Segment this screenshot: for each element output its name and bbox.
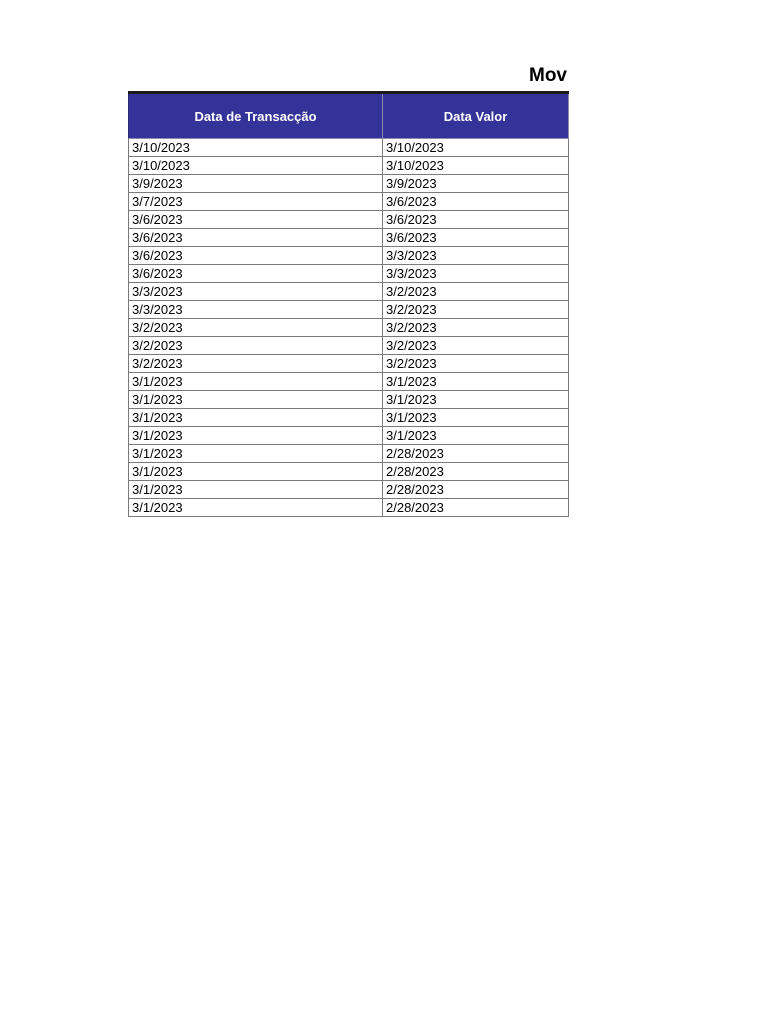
transaction-date-cell[interactable]: 3/1/2023	[129, 481, 383, 499]
column-header-transaction-date: Data de Transacção	[129, 93, 383, 139]
table-row	[129, 139, 569, 157]
table-row	[129, 463, 569, 481]
transaction-date-cell[interactable]: 3/1/2023	[129, 445, 383, 463]
value-date-cell[interactable]: 2/28/2023	[383, 463, 569, 481]
value-date-cell[interactable]: 3/6/2023	[383, 211, 569, 229]
table-row	[129, 283, 569, 301]
transaction-date-cell[interactable]: 3/1/2023	[129, 391, 383, 409]
document-title: Mov	[529, 65, 567, 86]
value-date-cell[interactable]: 3/2/2023	[383, 319, 569, 337]
table-row	[129, 373, 569, 391]
transaction-date-cell[interactable]: 3/7/2023	[129, 193, 383, 211]
value-date-cell[interactable]: 3/1/2023	[383, 373, 569, 391]
transaction-date-cell[interactable]: 3/2/2023	[129, 355, 383, 373]
table-row	[129, 445, 569, 463]
table-row	[129, 265, 569, 283]
value-date-cell[interactable]: 2/28/2023	[383, 445, 569, 463]
value-date-cell[interactable]: 3/9/2023	[383, 175, 569, 193]
transaction-date-cell[interactable]: 3/2/2023	[129, 319, 383, 337]
value-date-cell[interactable]: 2/28/2023	[383, 499, 569, 517]
value-date-cell[interactable]: 3/3/2023	[383, 265, 569, 283]
transaction-date-cell[interactable]: 3/3/2023	[129, 283, 383, 301]
value-date-cell[interactable]: 3/10/2023	[383, 139, 569, 157]
table-row	[129, 355, 569, 373]
transaction-date-cell[interactable]: 3/6/2023	[129, 229, 383, 247]
value-date-cell[interactable]: 2/28/2023	[383, 481, 569, 499]
table-row	[129, 247, 569, 265]
table-row	[129, 427, 569, 445]
table-row	[129, 175, 569, 193]
table-row	[129, 157, 569, 175]
table-row	[129, 319, 569, 337]
table-row	[129, 337, 569, 355]
transaction-date-cell[interactable]: 3/6/2023	[129, 265, 383, 283]
table-row	[129, 481, 569, 499]
transaction-date-cell[interactable]: 3/2/2023	[129, 337, 383, 355]
table-row	[129, 193, 569, 211]
transaction-date-cell[interactable]: 3/6/2023	[129, 247, 383, 265]
transactions-table	[128, 91, 569, 517]
value-date-cell[interactable]: 3/6/2023	[383, 229, 569, 247]
value-date-cell[interactable]: 3/3/2023	[383, 247, 569, 265]
table-row	[129, 499, 569, 517]
transaction-date-cell[interactable]: 3/10/2023	[129, 157, 383, 175]
value-date-cell[interactable]: 3/1/2023	[383, 391, 569, 409]
transaction-date-cell[interactable]: 3/9/2023	[129, 175, 383, 193]
value-date-cell[interactable]: 3/2/2023	[383, 355, 569, 373]
transaction-date-cell[interactable]: 3/3/2023	[129, 301, 383, 319]
value-date-cell[interactable]: 3/2/2023	[383, 283, 569, 301]
table-row	[129, 409, 569, 427]
value-date-cell[interactable]: 3/10/2023	[383, 157, 569, 175]
value-date-cell[interactable]: 3/2/2023	[383, 301, 569, 319]
transaction-date-cell[interactable]: 3/1/2023	[129, 373, 383, 391]
transaction-date-cell[interactable]: 3/1/2023	[129, 409, 383, 427]
transaction-date-cell[interactable]: 3/1/2023	[129, 499, 383, 517]
table-row	[129, 229, 569, 247]
header-row	[129, 93, 569, 139]
value-date-cell[interactable]: 3/1/2023	[383, 409, 569, 427]
value-date-cell[interactable]: 3/6/2023	[383, 193, 569, 211]
transaction-date-cell[interactable]: 3/10/2023	[129, 139, 383, 157]
table-row	[129, 391, 569, 409]
table-row	[129, 211, 569, 229]
value-date-cell[interactable]: 3/2/2023	[383, 337, 569, 355]
transaction-date-cell[interactable]: 3/1/2023	[129, 427, 383, 445]
transaction-date-cell[interactable]: 3/6/2023	[129, 211, 383, 229]
column-header-value-date: Data Valor	[383, 93, 569, 139]
value-date-cell[interactable]: 3/1/2023	[383, 427, 569, 445]
table-body	[129, 139, 569, 517]
table-row	[129, 301, 569, 319]
transaction-date-cell[interactable]: 3/1/2023	[129, 463, 383, 481]
